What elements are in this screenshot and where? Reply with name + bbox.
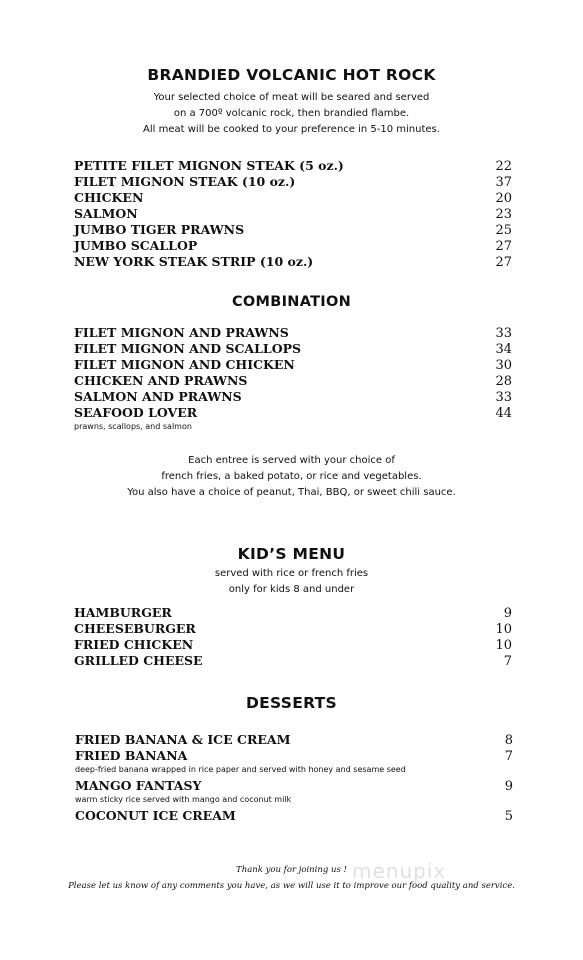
item-name: GRILLED CHEESE (74, 653, 203, 668)
menu-item (74, 158, 512, 174)
menu-item (74, 405, 512, 421)
menu-item (74, 206, 512, 222)
hot-rock-intro-line: All meat will be cooked to your preference in 5-10 minutes. (143, 124, 440, 135)
item-price: 30 (495, 358, 512, 373)
item-name: PETITE FILET MIGNON STEAK (5 oz.) (74, 158, 344, 173)
item-price: 20 (495, 191, 512, 206)
menu-item (74, 637, 512, 653)
item-price: 5 (504, 809, 513, 824)
item-price: 37 (495, 175, 512, 190)
footer (0, 862, 583, 894)
hot-rock-title: BRANDIED VOLCANIC HOT ROCK (147, 66, 436, 84)
kids-intro-line: served with rice or french fries (214, 568, 369, 579)
item-price: 8 (504, 733, 513, 748)
menu-item (74, 254, 512, 270)
item-price: 44 (495, 406, 512, 421)
item-name: JUMBO TIGER PRAWNS (74, 222, 245, 237)
item-price: 27 (495, 255, 512, 270)
menu-item (74, 325, 512, 341)
item-name: CHICKEN (74, 190, 144, 205)
item-price: 25 (495, 223, 512, 238)
item-name: FRIED CHICKEN (74, 637, 194, 652)
item-name: FILET MIGNON AND SCALLOPS (74, 341, 302, 356)
desserts-list (75, 732, 513, 824)
item-name: FILET MIGNON STEAK (10 oz.) (74, 174, 296, 189)
kids-intro-line: only for kids 8 and under (228, 584, 355, 595)
desserts-title: DESSERTS (245, 694, 338, 712)
item-name: FRIED BANANA (75, 748, 188, 763)
item-price: 7 (504, 749, 513, 764)
item-name: FILET MIGNON AND PRAWNS (74, 325, 289, 340)
item-name: MANGO FANTASY (75, 778, 202, 793)
item-price: 27 (495, 239, 512, 254)
watermark-logo: menupix (352, 859, 447, 883)
item-description: prawns, scallops, and salmon (74, 422, 192, 431)
menu-item (74, 357, 512, 373)
menu-item (74, 373, 512, 389)
kids-menu-title: KID’S MENU (237, 545, 346, 563)
entree-note-line: Each entree is served with your choice of (188, 455, 395, 466)
item-price: 23 (495, 207, 512, 222)
kids-intro (0, 566, 583, 598)
item-name: SALMON (74, 206, 138, 221)
item-name: CHICKEN AND PRAWNS (74, 373, 248, 388)
item-price: 33 (495, 326, 512, 341)
item-name: SEAFOOD LOVER (74, 405, 198, 420)
item-name: SALMON AND PRAWNS (74, 389, 242, 404)
menu-item (74, 238, 512, 254)
item-name: COCONUT ICE CREAM (75, 808, 236, 823)
menu-item (75, 778, 513, 794)
combination-title: COMBINATION (231, 294, 352, 310)
item-name: CHEESEBURGER (74, 621, 196, 636)
item-price: 10 (495, 622, 512, 637)
item-description: warm sticky rice served with mango and coconut milk (75, 795, 292, 804)
item-price: 34 (495, 342, 512, 357)
item-name: FILET MIGNON AND CHICKEN (74, 357, 295, 372)
hot-rock-intro (0, 90, 583, 138)
item-price: 22 (495, 159, 512, 174)
item-price: 9 (504, 779, 513, 794)
item-price: 9 (503, 606, 512, 621)
footer-comments: Please let us know of any comments you have, as we will use it to improve our food quality and service. (68, 881, 515, 891)
item-name: NEW YORK STEAK STRIP (10 oz.) (74, 254, 314, 269)
item-name: JUMBO SCALLOP (74, 238, 198, 253)
hot-rock-intro-line: on a 700º volcanic rock, then brandied flambe. (173, 108, 410, 119)
menu-item (74, 190, 512, 206)
item-name: FRIED BANANA & ICE CREAM (75, 732, 291, 747)
menu-item (74, 653, 512, 669)
item-description: deep-fried banana wrapped in rice paper and served with honey and sesame seed (75, 765, 406, 774)
entree-note-line: french fries, a baked potato, or rice and vegetables. (161, 471, 422, 482)
menu-item (74, 174, 512, 190)
menu-item (74, 389, 512, 405)
menu-item (75, 808, 513, 824)
item-price: 10 (495, 638, 512, 653)
menu-item (75, 732, 513, 748)
combination-list (74, 325, 512, 435)
hot-rock-intro-line: Your selected choice of meat will be seared and served (153, 92, 430, 103)
item-price: 7 (503, 654, 512, 669)
menu-item (75, 748, 513, 764)
menu-item (74, 621, 512, 637)
entree-note (0, 453, 583, 501)
kids-list (74, 605, 512, 669)
hot-rock-list (74, 158, 512, 270)
entree-note-line: You also have a choice of peanut, Thai, BBQ, or sweet chili sauce. (127, 487, 456, 498)
item-name: HAMBURGER (74, 605, 172, 620)
item-price: 28 (495, 374, 512, 389)
item-price: 33 (495, 390, 512, 405)
menu-item (74, 605, 512, 621)
menu-item (74, 222, 512, 238)
menu-item (74, 341, 512, 357)
footer-thanks: Thank you for joining us ! (236, 865, 347, 875)
